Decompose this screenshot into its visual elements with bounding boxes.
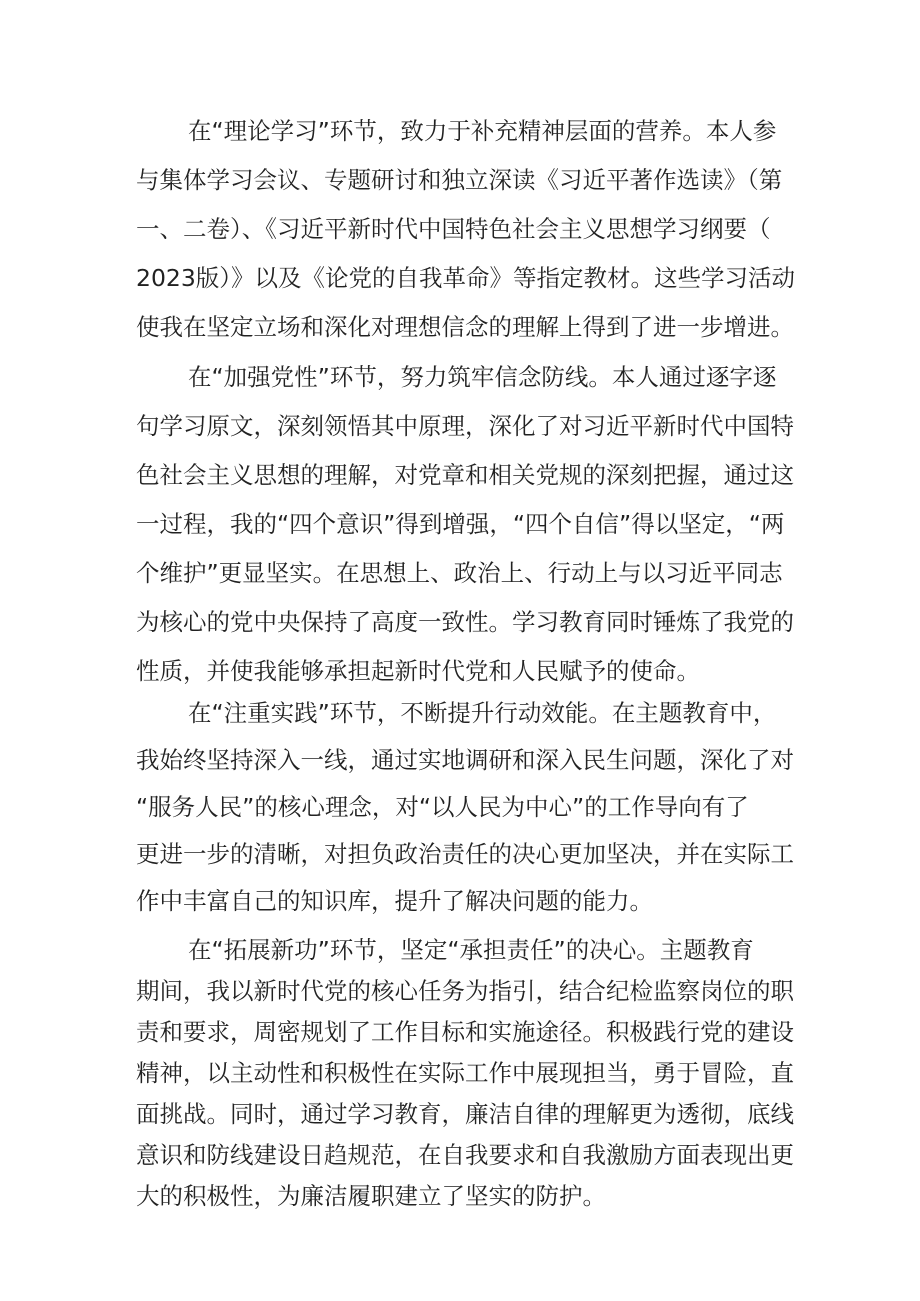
paragraph-line: 2023版）》以及《论党的自我革命》等指定教材。这些学习活动 [136, 264, 796, 292]
paragraph-line: 色社会主义思想的理解，对党章和相关党规的深刻把握，通过这 [136, 461, 794, 489]
paragraph-line: 性质，并使我能够承担起新时代党和人民赋予的使命。 [136, 657, 700, 685]
paragraph-line: 大的积极性，为廉洁履职建立了坚实的防护。 [136, 1182, 606, 1210]
paragraph-line: 使我在坚定立场和深化对理想信念的理解上得到了进一步增进。 [136, 313, 794, 341]
paragraph-line: 与集体学习会议、专题研讨和独立深读《习近平著作选读》（第 [136, 166, 783, 194]
paragraph-line: 在“注重实践”环节，不断提升行动效能。在主题教育中， [188, 699, 777, 727]
paragraph-line: 我始终坚持深入一线，通过实地调研和深入民生问题，深化了对 [136, 746, 794, 774]
paragraph-line: 更进一步的清晰，对担负政治责任的决心更加坚决，并在实际工 [136, 840, 794, 868]
paragraph-line: “服务人民”的核心理念，对“以人民为中心”的工作导向有了 [136, 793, 749, 821]
paragraph-line: 作中丰富自己的知识库，提升了解决问题的能力。 [136, 887, 653, 915]
paragraph-line: 意识和防线建设日趋规范，在自我要求和自我激励方面表现出更 [136, 1141, 794, 1169]
paragraph-line: 在“理论学习”环节，致力于补充精神层面的营养。本人参 [188, 117, 777, 145]
paragraph-line: 责和要求，周密规划了工作目标和实施途径。积极践行党的建设 [136, 1018, 794, 1046]
paragraph-line: 在“加强党性”环节，努力筑牢信念防线。本人通过逐字逐 [188, 363, 777, 391]
paragraph-line: 精神，以主动性和积极性在实际工作中展现担当，勇于冒险，直 [136, 1059, 794, 1087]
paragraph-line: 句学习原文，深刻领悟其中原理，深化了对习近平新时代中国特 [136, 412, 794, 440]
paragraph-line: 面挑战。同时，通过学习教育，廉洁自律的理解更为透彻，底线 [136, 1100, 794, 1128]
paragraph-line: 期间，我以新时代党的核心任务为指引，结合纪检监察岗位的职 [136, 977, 794, 1005]
paragraph-line: 一过程，我的“四个意识”得到增强，“四个自信”得以坚定，“两 [136, 510, 785, 538]
paragraph-line: 个维护”更显坚实。在思想上、政治上、行动上与以习近平同志 [136, 559, 783, 587]
paragraph-line: 在“拓展新功”环节，坚定“承担责任”的决心。主题教育 [188, 936, 754, 964]
paragraph-line: 一、二卷）、《习近平新时代中国特色社会主义思想学习纲要（ [136, 215, 771, 243]
paragraph-line: 为核心的党中央保持了高度一致性。学习教育同时锤炼了我党的 [136, 608, 794, 636]
